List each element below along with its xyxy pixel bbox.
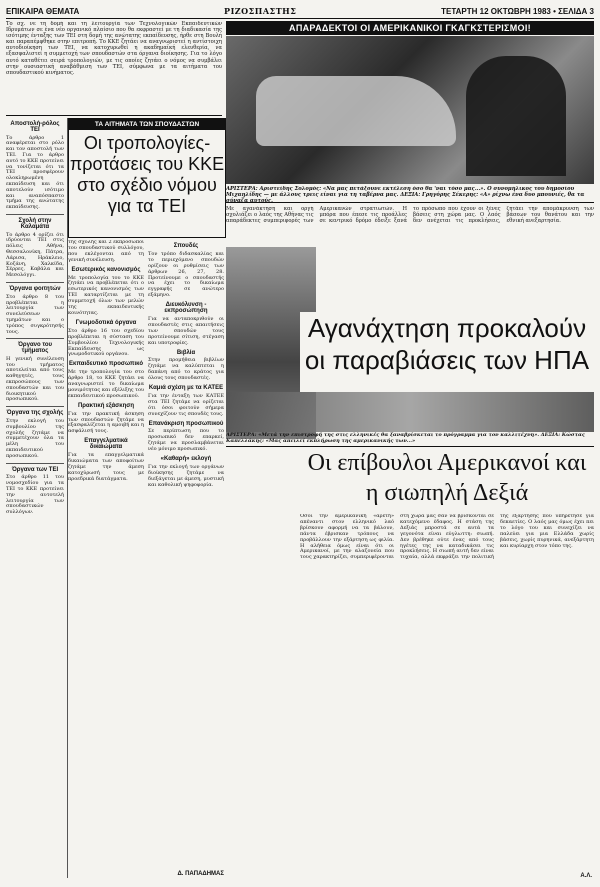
section-heading: Πρακτική εξάσκηση [77, 402, 135, 409]
section-text: της σχολής και 2 εκπρόσωποι του σπουδαστικού συλλόγου, που εκλέγονται από τη γενική συνέλευση. [68, 240, 144, 263]
section-title: ΕΠΙΚΑΙΡΑ ΘΕΜΑΤΑ [6, 6, 80, 16]
divider [6, 214, 64, 215]
section-text: Στην εκλογή του συμβουλίου της σχολής ζητάμε να συμμετέχουν όλα τα μέλη του εκπαιδευτικού προσωπικού. [6, 418, 64, 459]
headline-violations: Αγανάχτηση προκαλούν οι παραβιάσεις των ΗΠΑ [300, 312, 594, 392]
section-text: Για την ένταξη των ΚΑΤΕΕ στα ΤΕΙ ζητάμε να ορίζεται ότι όσοι φοιτούν σήμερα συνεχίζουν τις σπουδές τους. [148, 392, 224, 417]
section-text: Το άρθρο 1 αναφέρεται στο ρόλο και τον αποστολή των ΤΕΙ. Για το άρθρο αυτό το ΚΚΕ προτείνει να τονίζεται ότι τα ΤΕΙ προσφέρουν ολοκληρωμένη εκπαίδευση και ότι αποτελούν ισότιμο και αναπόσπαστο τμήμα της ανώτατης εκπαίδευσης. [6, 134, 65, 211]
photo-banner: ΑΠΑΡΑΔΕΚΤΟΙ ΟΙ ΑΜΕΡΙΚΑΝΙΚΟΙ ΓΚΑΓΚΣΤΕΡΙΣΜΟΙ! [226, 21, 594, 35]
box-kicker: ΤΑ ΑΙΤΗΜΑΤΑ ΤΩΝ ΣΠΟΥΔΑΣΤΩΝ [69, 119, 225, 130]
people-shape [466, 56, 566, 176]
section-heading: «Καθαρή» εκλογή [160, 456, 212, 463]
car-shape [256, 76, 456, 146]
bottom-article: Όσοι την αμερικανική «αρετή» απέναντι στον ελληνικό λαό βρίσκουν αφορμή να τα βάλουν, πάντα έβρισκαν τρόπους να προβάλλουν την εξάρτηση ως φιλία. Η αλήθεια όμως είναι ότι οι Αμερικανοί, με την αλαζονεία που τους χαρακτηρίζει, συμπεριφέρονται στη χώρα μας σαν να βρίσκονται σε κατεχόμενο έδαφος. Η στάση της Δεξιάς μπροστά σε αυτά τα γεγονότα είναι εύγλωττη: σιωπή. Δεν βρέθηκε ούτε ένας από τους ηγέτες της να καταδικάσει τις προκλήσεις. Η σιωπή αυτή δεν είναι τυχαία, αλλά εκφράζει την πολιτική της εξάρτησης που υπηρέτησε για δεκαετίες. Ο λαός μας όμως έχει πει το λόγο του και συνεχίζει να παλεύει για μια Ελλάδα χωρίς βάσεις, χωρίς πυρηνικά, ανεξάρτητη και κυρίαρχη στον τόπο της. [300, 514, 594, 561]
section-heading: Σχολή στην Καλαμάτα [18, 217, 52, 230]
mid-article: Με αγανάκτηση και οργή σχολιάζει ο λαός της Αθήνας τις απαράδεκτες συμπεριφορές των Αμερικανών στρατιωτών. Η μπόρα που έπεσε τις προάλλες σε κεντρικό δρόμο έδειξε ξανά το πρόσωπο που έχουν οι ξένες βάσεις στη χώρα μας. Ο λαός δεν ανέχεται τις προκλήσεις, ζητάει την απομάκρυνση των βάσεων του θανάτου και την εθνική ανεξαρτησία. [226, 206, 594, 224]
section-heading: Εκπαιδευτικό προσωπικό [69, 361, 143, 368]
box-title: Οι τροπολογίες-προτάσεις του ΚΚΕ στο σχέδιο νόμου για τα ΤΕΙ [69, 133, 225, 216]
section-text: Σε περίπτωση που το προσωπικό δεν επαρκεί, ζητάμε να προσλαμβάνεται νέο μόνιμο προσωπικό. [148, 428, 224, 453]
section-heading: Σπουδές [173, 243, 199, 249]
section-text: Για την πρακτική άσκηση των σπουδαστών ζητάμε να εξασφαλίζεται η αμοιβή και η ασφάλισή τους. [68, 410, 144, 435]
section-text: Με τροπολογία του το ΚΚΕ ζητάει να προβλέπεται ότι ο εσωτερικός κανονισμός των ΤΕΙ καταρτίζεται με τη συμμετοχή όλων των μελών της εκπαιδευτικής κοινότητας. [68, 274, 144, 316]
section-text: Το άρθρο 4 ορίζει ότι ιδρύονται ΤΕΙ στις πόλεις Αθήνα, Θεσσαλονίκη, Πάτρα, Λάρισα, Ηράκλειο, Κοζάνη, Χαλκίδα, Σέρρες, Καβάλα και Μεσολόγγι. [6, 231, 64, 279]
section-text: Στο άρθρο 11 του νομοσχεδίου για τα ΤΕΙ το ΚΚΕ προτείνει την αυτοτελή λειτουργία των σπουδαστικών συλλόγων. [6, 474, 64, 516]
section-text: Στην προμήθεια βιβλίων ζητάμε να καλύπτεται η δαπάνη από το κράτος για όλους τους σπουδαστές. [148, 357, 224, 382]
bottom-photo [226, 392, 594, 432]
section-heading: Όργανα της σχολής [6, 410, 64, 417]
byline: Δ. ΠΑΠΑΔΗΜΑΣ [177, 871, 224, 877]
section-text: Για τα επαγγελματικά δικαιώματα των αποφοίτων ζητάμε την άμεση κατοχύρωσή τους με προεδρικά διατάγματα. [68, 452, 144, 482]
section-heading: Όργανα φοιτητών [9, 285, 61, 292]
section-heading: Επαγγελματικά δικαιώματα [84, 438, 128, 451]
headline-box [68, 118, 226, 238]
section-heading: Επανάκριση προσωπικού [148, 420, 224, 427]
divider [6, 282, 64, 283]
section-text: Στο άρθρο 16 του σχεδίου προβλέπεται η σύσταση του Συμβουλίου Τεχνολογικής Εκπαίδευσης ως γνωμοδοτικού οργάνου. [68, 327, 144, 358]
divider [6, 338, 64, 339]
headline-right-wing: Οι επίβουλοι Αμερικανοί και η σιωπηλή Δεξιά [307, 450, 587, 506]
top-photo [226, 36, 594, 184]
section-text: Για την εκλογή των οργάνων διοίκησης ζητάμε να διεξάγεται με άμεση, μυστική και καθολική ψηφοφορία. [148, 464, 224, 488]
page-header [6, 4, 594, 19]
column-3 [148, 240, 224, 880]
bottom-photo-caption: ΑΡΙΣΤΕΡΑ: «Μετά την επιστροφή της στις ελληνικές θα ξαναβρίσκεται το πρόγραμμα για τον καλλιτέχνη». ΔΕΞΙΑ: Κώστας Καπελλάκης: «Μας απειλεί εκπλήρωση της αμερικανικής των...» [226, 432, 594, 447]
top-photo-caption: ΑΡΙΣΤΕΡΑ: Αριστείδης Σολομός: «Να μας πετάξουνε εκτέλεση όσο θα 'ναι τόσο μας...». Ο συνομήλικος του δημοσίου Μιχαηλίδης — με άλλους τρεις είναι για τη ταβέρνα μας. ΔΕΞΙΑ: Γρηγόρης Σέκερης: «Α» ρίχνω ένα δυο μπουνιές, θα τα σύναζα αυτούς. [226, 186, 594, 203]
divider [6, 406, 64, 407]
divider [6, 463, 64, 464]
section-heading: Όργανο του τμήματος [17, 342, 53, 355]
newspaper-name: ΡΙΖΟΣΠΑΣΤΗΣ [224, 6, 297, 16]
section-heading: Γνωμοδοτικά όργανα [75, 319, 137, 326]
section-text: Με την τροπολογία του στο άρθρο 18, το ΚΚΕ ζητάει να αναγνωριστεί το δικαίωμα μονιμότητας και εξέλιξης του εκπαιδευτικού προσωπικού. [68, 369, 144, 399]
column-2 [68, 240, 144, 870]
left-column [6, 118, 68, 878]
intro-article: Το σχ. νε τη δομή και τη λειτουργία των Τεχνολογικών Εκπαιδευτικών Ιδρυμάτων σε ένα νέο οργανικό πλαίσιο που θα εκφραστεί με τη διαδικασία της ισότιμης ένταξης των ΤΕΙ στη δομή της ανώτατης εκπαίδευσης, ήρθε στη Βουλή και παραπέμφθηκε στην επιτροπή. Το ΚΚΕ ζητάει να αναγνωριστεί η αντίστοιχη αυτοδιοίκηση των ΤΕΙ, να κατοχυρωθεί η ακαδημαϊκή ελευθερία, να εξασφαλιστεί η συμμετοχή των σπουδαστών στα όργανα διοίκησης. Για το λόγο αυτό καταθέτει σειρά τροπολογιών, με τις οποίες ζητάει ο νόμος να συμβάλει στην ουσιαστική αναβάθμιση των ΤΕΙ, σύμφωνα με τα αιτήματα του σπουδαστικού κινήματος. [6, 21, 222, 116]
section-heading: Αποστολή-ρόλος ΤΕΙ [10, 121, 60, 133]
issue-date: ΤΕΤΑΡΤΗ 12 ΟΚΤΩΒΡΗ 1983 • ΣΕΛΙΔΑ 3 [441, 6, 594, 16]
section-text: Η γενική συνέλευση του τμήματος αποτελείται από τους καθηγητές, τους εκπροσώπους των σπουδαστών και του διοικητικού προσωπικού. [6, 355, 64, 403]
article-signature: Α.Λ. [580, 873, 592, 879]
section-text: Στο άρθρο 8 του προβλέπεται η λειτουργία των συνελεύσεων τμημάτων και ο τρόπος συγκρότησής τους. [6, 293, 64, 335]
section-text: Για να ανταποκριθούν οι σπουδαστές στις απαιτήσεις των σπουδών τους προτείνουμε σίτιση, στέγαση και υποτροφίες. [148, 315, 224, 346]
section-heading: Βιβλία [176, 349, 196, 356]
section-heading: Όργανα των ΤΕΙ [11, 466, 59, 473]
section-heading: Διευκόλυνση - εκπροσώπηση [164, 302, 208, 315]
section-text: Τον τρόπο διδασκαλίας και το περιεχόμενο σπουδών ορίζουν οι ρυθμίσεις των άρθρων 26, 27, 28. Προτείνουμε ο σπουδαστής να έχει το δικαίωμα εγγραφής σε ανώτερο εξάμηνο. [148, 250, 224, 299]
section-heading: Εσωτερικός κανονισμός [71, 266, 141, 273]
section-heading: Καμιά σχέση με τα ΚΑΤΕΕ [148, 385, 224, 392]
